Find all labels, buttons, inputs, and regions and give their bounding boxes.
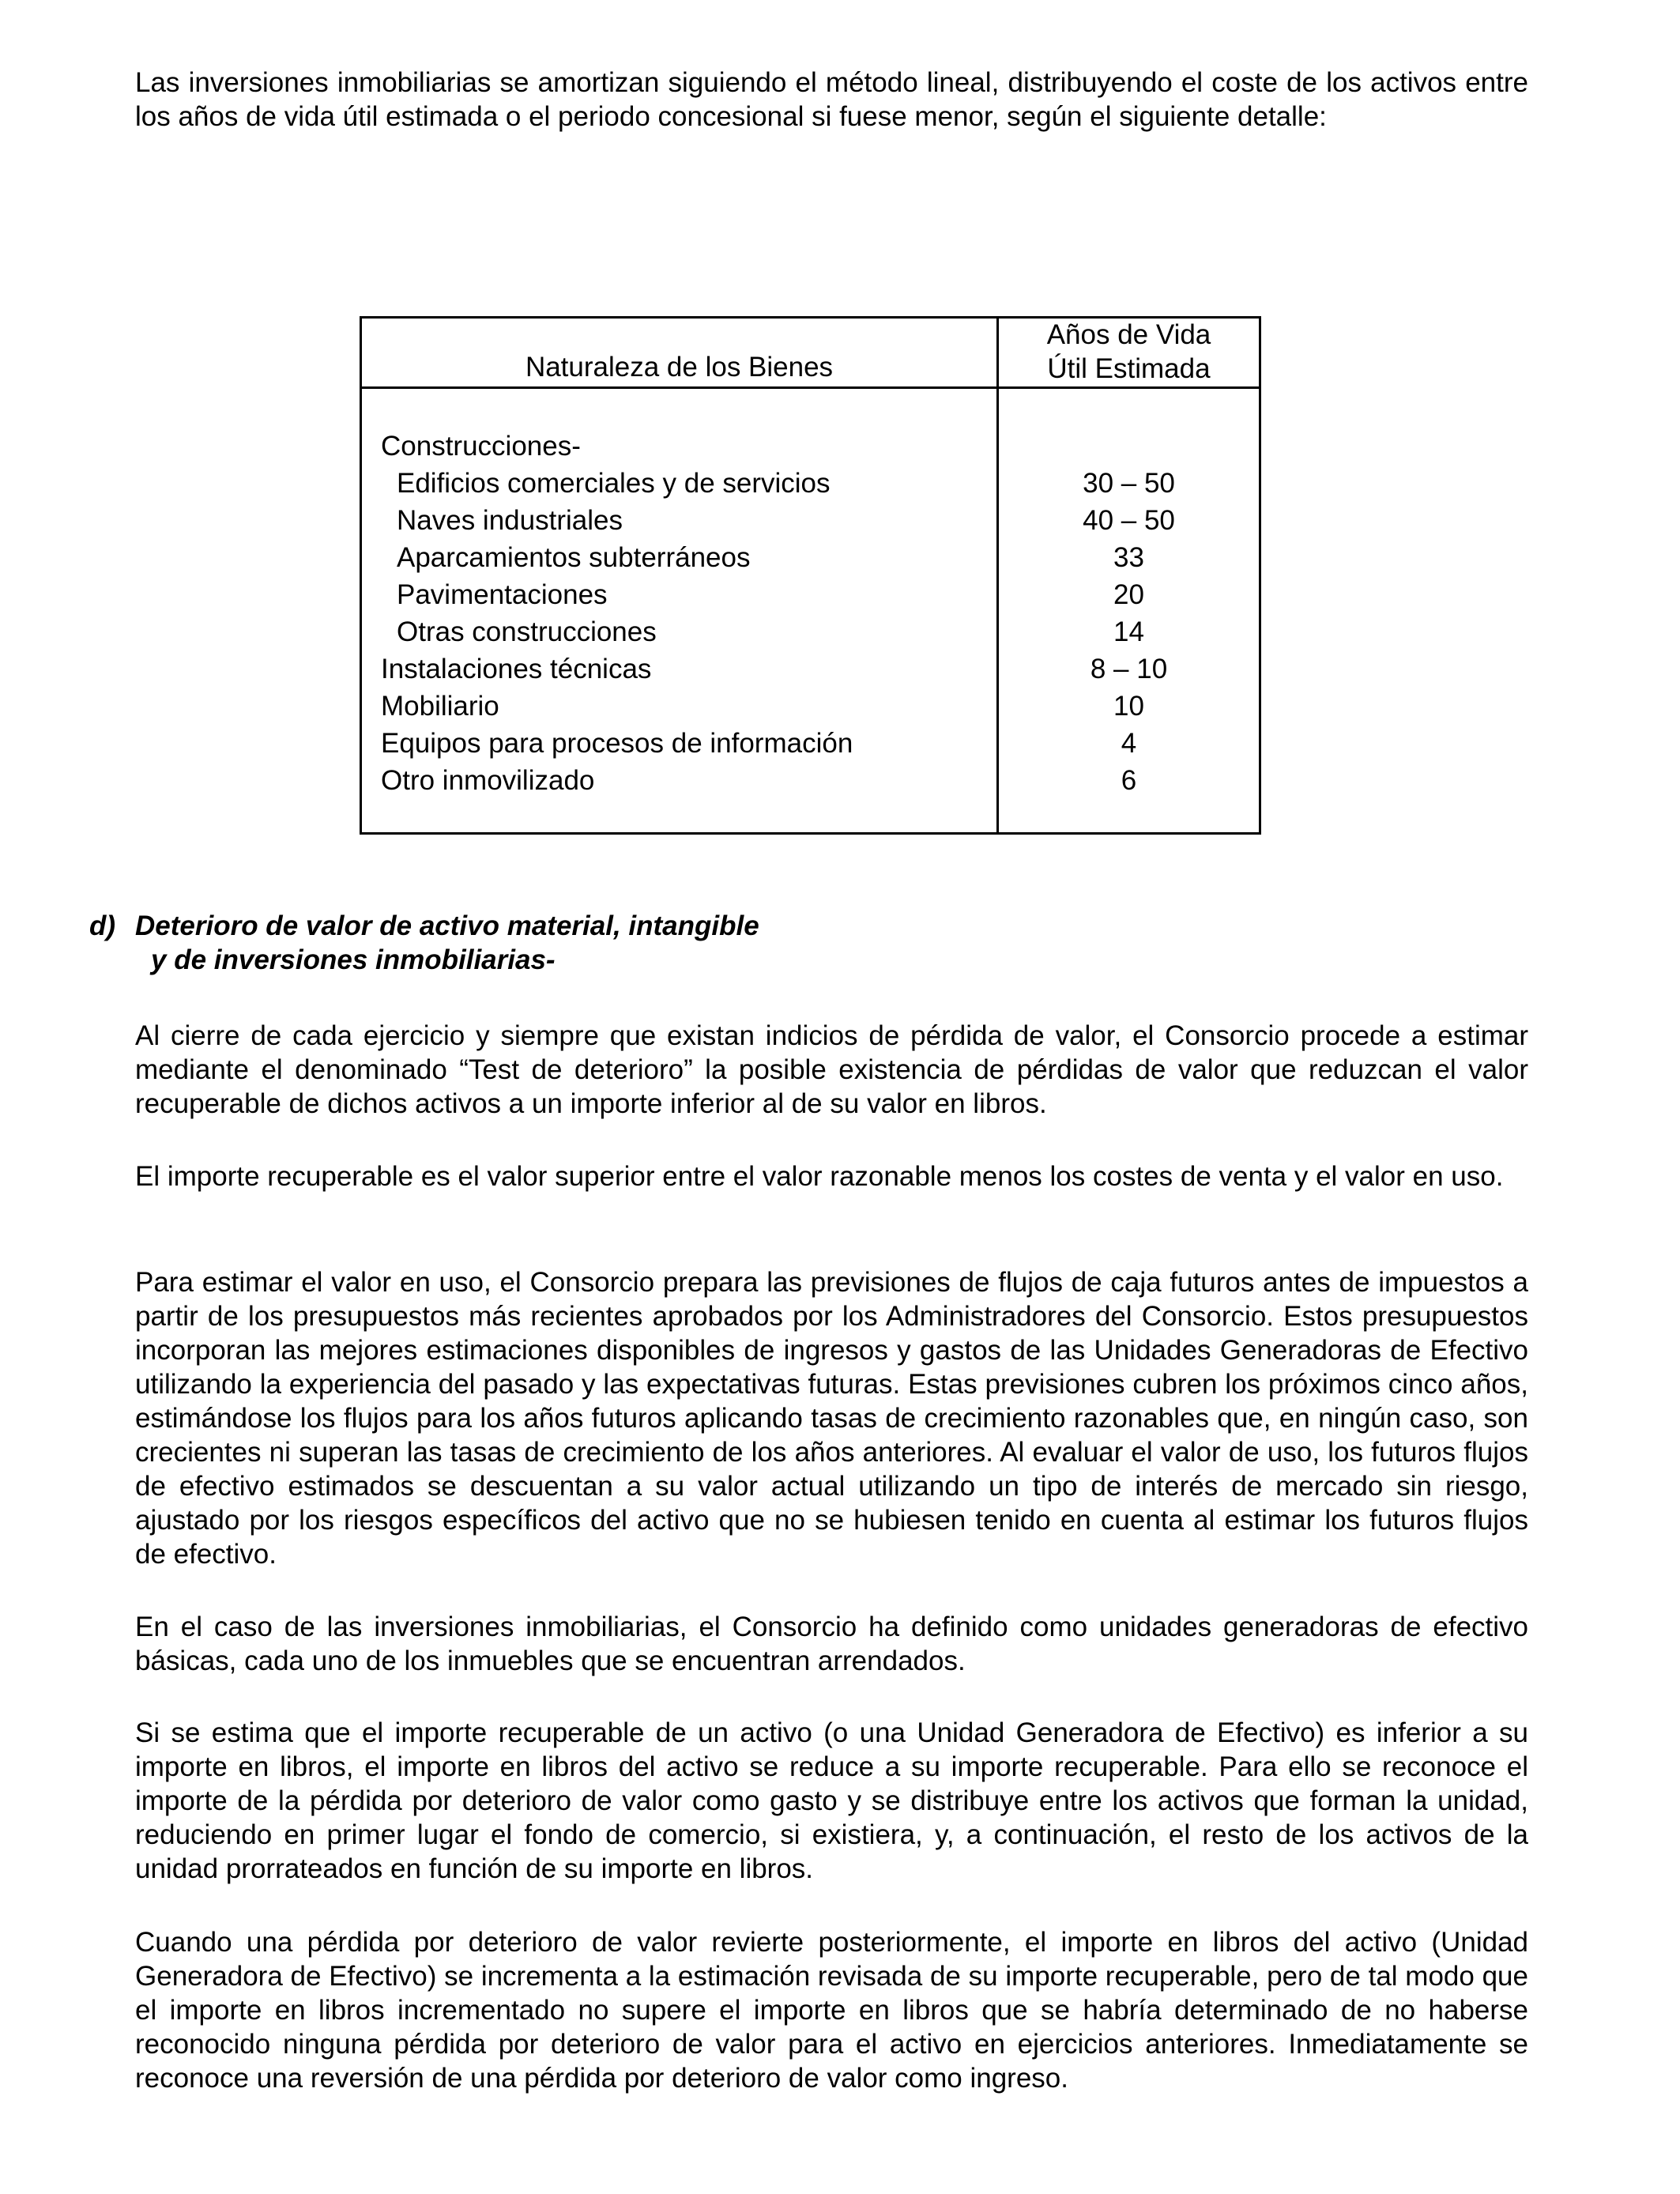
table-row (362, 762, 1259, 799)
table-header-years-line2: Útil Estimada (1047, 353, 1211, 384)
section-title-line1: Deterioro de valor de activo material, intangible (135, 910, 759, 941)
table-row (362, 725, 1259, 762)
row-label: Pavimentaciones (397, 579, 608, 610)
table-row (362, 688, 1259, 725)
row-label: Otras construcciones (397, 616, 657, 647)
intro-paragraph: Las inversiones inmobiliarias se amortizan siguiendo el método lineal, distribuyendo el coste de los activos entre los años de vida útil estimada o el periodo concesional si fuese menor, según el siguiente detalle: (135, 67, 1528, 132)
row-label: Aparcamientos subterráneos (397, 542, 751, 573)
table-header-divider (362, 386, 1259, 389)
row-label: Naves industriales (397, 505, 623, 536)
row-value: 10 (1113, 691, 1144, 722)
table-row (362, 539, 1259, 576)
table-header-nature: Naturaleza de los Bienes (525, 352, 834, 383)
row-value: 14 (1113, 616, 1144, 647)
table-header-years (999, 318, 1259, 386)
row-label: Instalaciones técnicas (381, 654, 652, 684)
paragraph-cash-generating-units: En el caso de las inversiones inmobiliarias, el Consorcio ha definido como unidades generadoras de efectivo básicas, cada uno de los inmuebles que se encuentran arrendados. (135, 1612, 1528, 1676)
table-row (362, 576, 1259, 613)
row-label: Mobiliario (381, 691, 499, 722)
section-letter: d) (89, 910, 116, 941)
row-value: 4 (1121, 728, 1137, 759)
section-title-line2: y de inversiones inmobiliarias- (151, 944, 556, 975)
row-value: 8 – 10 (1090, 654, 1168, 684)
table-row (362, 613, 1259, 650)
table-row (362, 428, 1259, 465)
row-value: 33 (1113, 542, 1144, 573)
row-value: 40 – 50 (1083, 505, 1175, 536)
row-label: Equipos para procesos de información (381, 728, 853, 759)
row-value: 30 – 50 (1083, 468, 1175, 499)
table-row (362, 465, 1259, 502)
row-label: Otro inmovilizado (381, 765, 595, 796)
row-value: 6 (1121, 765, 1137, 796)
table-row (362, 650, 1259, 688)
useful-life-table (360, 316, 1261, 835)
table-header-years-line1: Años de Vida (1046, 319, 1211, 350)
row-label: Construcciones- (381, 431, 581, 462)
paragraph-value-in-use: Para estimar el valor en uso, el Consorcio prepara las previsiones de flujos de caja futuros antes de impuestos a partir de los presupuestos más recientes aprobados por los Administradores del Consorcio. Estos presupuestos incorporan las mejores estimaciones disponibles de ingresos y gastos de las Unidades Generadoras de Efectivo utilizando la experiencia del pasado y las expectativas futuras. Estas previsiones cubren los próximos cinco años, estimándose los flujos para los años futuros aplicando tasas de crecimiento razonables que, en ningún caso, son crecientes ni superan las tasas de crecimiento de los años anteriores. Al evaluar el valor de uso, los futuros flujos de efectivo estimados se descuentan a su valor actual utilizando un tipo de interés de mercado sin riesgo, ajustado por los riesgos específicos del activo que no se hubiesen tenido en cuenta al estimar los futuros flujos de efectivo. (135, 1267, 1528, 1570)
table-row (362, 502, 1259, 539)
paragraph-recoverable-amount: El importe recuperable es el valor superior entre el valor razonable menos los costes de venta y el valor en uso. (135, 1161, 1504, 1192)
paragraph-reversal: Cuando una pérdida por deterioro de valor revierte posteriormente, el importe en libros del activo (Unidad Generadora de Efectivo) se incrementa a la estimación revisada de su importe recuperable, pero de tal modo que el importe en libros incrementado no supere el importe en libros que se habría determinado de no haberse reconocido ninguna pérdida por deterioro de valor para el activo en ejercicios anteriores. Inmediatamente se reconoce una reversión de una pérdida por deterioro de valor como ingreso. (135, 1927, 1528, 2094)
paragraph-impairment-test: Al cierre de cada ejercicio y siempre que existan indicios de pérdida de valor, el Consorcio procede a estimar mediante el denominado “Test de deterioro” la posible existencia de pérdidas de valor que reduzcan el valor recuperable de dichos activos a un importe inferior al de su valor en libros. (135, 1020, 1528, 1119)
row-label: Edificios comerciales y de servicios (397, 468, 831, 499)
row-value: 20 (1113, 579, 1144, 610)
paragraph-impairment-loss: Si se estima que el importe recuperable de un activo (o una Unidad Generadora de Efectivo) es inferior a su importe en libros, el importe en libros del activo se reduce a su importe recuperable. Para ello se reconoce el importe de la pérdida por deterioro de valor como gasto y se distribuye entre los activos que forman la unidad, reduciendo en primer lugar el fondo de comercio, si existiera, y, a continuación, el resto de los activos de la unidad prorrateados en función de su importe en libros. (135, 1717, 1528, 1884)
